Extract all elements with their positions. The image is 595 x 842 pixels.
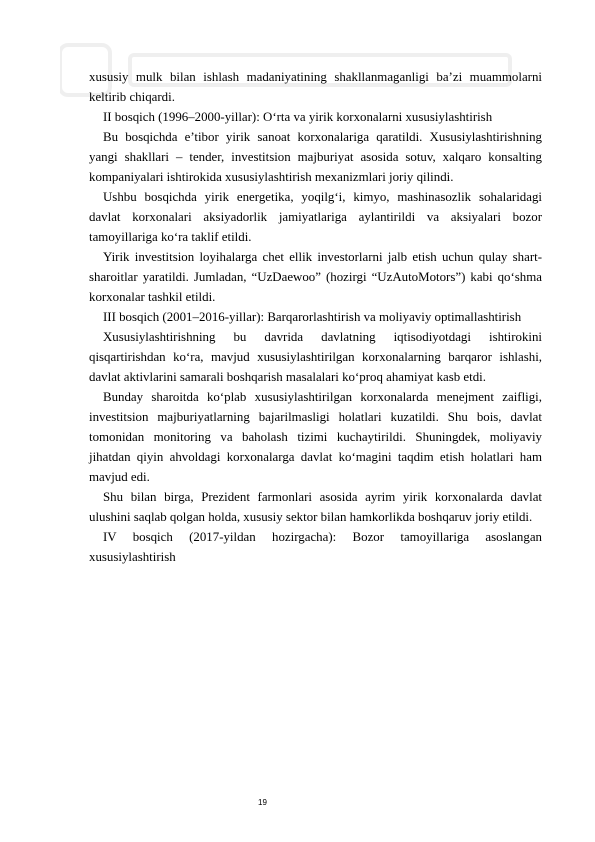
page-number: 19 xyxy=(258,798,267,807)
paragraph: Xususiylashtirishning bu davrida davlatning iqtisodiyotdagi ishtirokini qisqartirishdan ko‘ra, mavjud xususiylashtirilgan korxonalarning barqaror ishlashi, davlat aktivlarini samarali boshqarish masalalari ko‘proq ahamiyat kasb etdi. xyxy=(89,330,542,384)
section-heading-stage-4: IV bosqich (2017-yildan hozirgacha): Bozor tamoyillariga asoslangan xususiylashtirish xyxy=(89,530,542,564)
paragraph: Ushbu bosqichda yirik energetika, yoqilg‘i, kimyo, mashinasozlik sohalaridagi davlat korxonalari aksiyadorlik jamiyatlariga aylantirildi va aksiyalari bozor tamoyillariga ko‘ra taklif etildi. xyxy=(89,190,542,244)
section-heading-stage-3: III bosqich (2001–2016-yillar): Barqarorlashtirish va moliyaviy optimallashtirish xyxy=(103,310,522,324)
paragraph: Bu bosqichda e’tibor yirik sanoat korxonalariga qaratildi. Xususiylashtirishning yangi shakllari – tender, investitsion majburiyat asosida sotuv, xalqaro konsalting kompaniyalari ishtirokida xususiylashtirish mexanizmlari joriy qilindi. xyxy=(89,130,542,184)
paragraph: Yirik investitsion loyihalarga chet ellik investorlarni jalb etish uchun qulay shart-sharoitlar yaratildi. Jumladan, “UzDaewoo” (hozirgi “UzAutoMotors”) kabi qo‘shma korxonalar tashkil etildi. xyxy=(89,250,542,304)
section-heading-stage-2: II bosqich (1996–2000-yillar): O‘rta va yirik korxonalarni xususiylashtirish xyxy=(103,110,493,124)
paragraph: Shu bilan birga, Prezident farmonlari asosida ayrim yirik korxonalarda davlat ulushini saqlab qolgan holda, xususiy sektor bilan hamkorlikda boshqaruv joriy etildi. xyxy=(89,490,542,524)
paragraph: Bunday sharoitda ko‘plab xususiylashtirilgan korxonalarda menejment zaifligi, investitsion majburiyatlarning bajarilmasligi holatlari kuzatildi. Shu bois, davlat tomonidan monitoring va baholash tizimi kuchaytirildi. Shuningdek, moliyaviy jihatdan qiyin ahvoldagi korxonalarga davlat ko‘magini taqdim etish holatlari ham mavjud edi. xyxy=(89,390,542,484)
document-body xyxy=(89,67,542,567)
paragraph-continuation: xususiy mulk bilan ishlash madaniyatining shakllanmaganligi ba’zi muammolarni keltirib chiqardi. xyxy=(89,70,542,104)
